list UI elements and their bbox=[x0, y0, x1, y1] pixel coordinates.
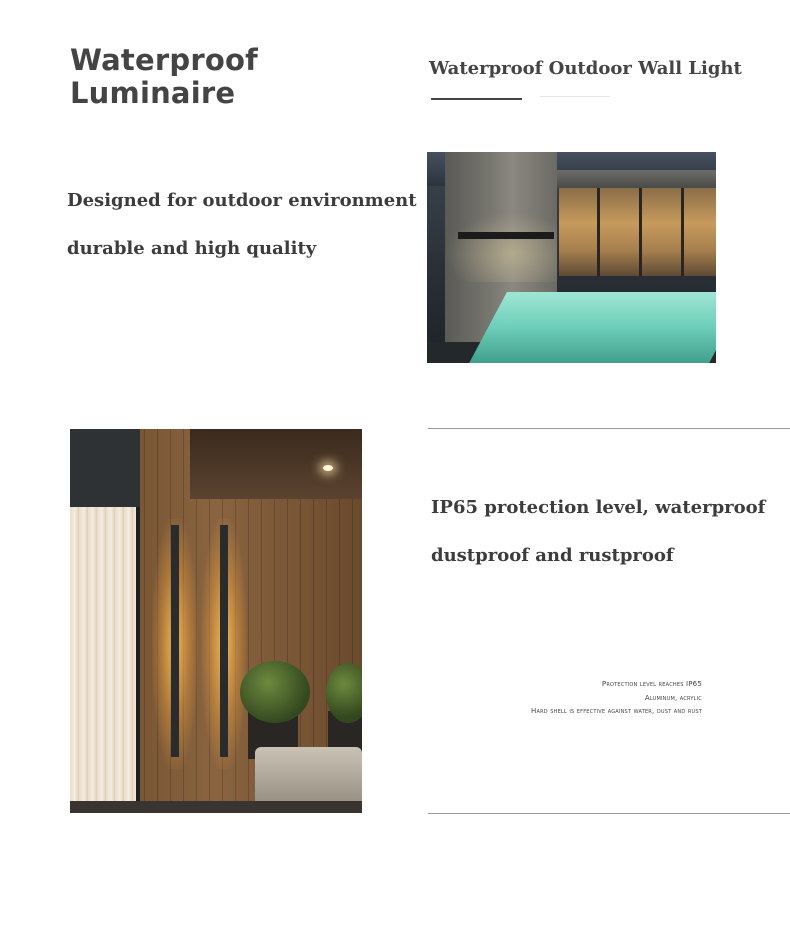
spec-item: Hard shell is effective against water, dust and rust bbox=[531, 707, 702, 715]
headline-underline bbox=[431, 98, 522, 100]
wood-wall-lights-photo bbox=[70, 429, 362, 813]
photo-roof bbox=[557, 170, 716, 188]
photo-floor bbox=[70, 801, 362, 813]
protection-line-1: IP65 protection level, waterproof bbox=[431, 497, 766, 518]
spec-item: Aluminum, acrylic bbox=[644, 693, 702, 702]
photo-curtained-window bbox=[70, 507, 140, 807]
photo-ceiling bbox=[190, 429, 362, 499]
brand-logo bbox=[70, 44, 258, 110]
spec-item: Protection level reaches IP65 bbox=[601, 680, 702, 688]
photo-window bbox=[559, 188, 716, 276]
photo-mullion bbox=[681, 188, 684, 276]
photo-pool-water bbox=[467, 292, 716, 363]
photo-mullion bbox=[597, 188, 600, 276]
section-rule-top bbox=[428, 428, 790, 429]
photo-wall-lamp-left bbox=[171, 525, 179, 757]
intro-line-1: Designed for outdoor environment bbox=[67, 190, 417, 211]
photo-plant bbox=[326, 663, 362, 723]
brand-line-2: Luminaire bbox=[70, 76, 236, 110]
photo-wall-lamp-right bbox=[220, 525, 228, 757]
protection-line-2: dustproof and rustproof bbox=[431, 545, 674, 566]
photo-downlight bbox=[323, 465, 333, 471]
headline-underline-faint bbox=[540, 96, 610, 97]
brand-line-1: Waterproof bbox=[70, 43, 258, 77]
section-rule-bottom bbox=[428, 813, 790, 814]
pool-wall-light-photo bbox=[427, 152, 716, 363]
photo-light-glow bbox=[445, 212, 557, 282]
photo-wall-light-bar bbox=[458, 232, 554, 239]
page-headline: Waterproof Outdoor Wall Light bbox=[429, 58, 742, 79]
photo-plant bbox=[240, 661, 310, 723]
photo-mullion bbox=[639, 188, 642, 276]
spec-list bbox=[531, 678, 702, 719]
intro-line-2: durable and high quality bbox=[67, 238, 317, 259]
